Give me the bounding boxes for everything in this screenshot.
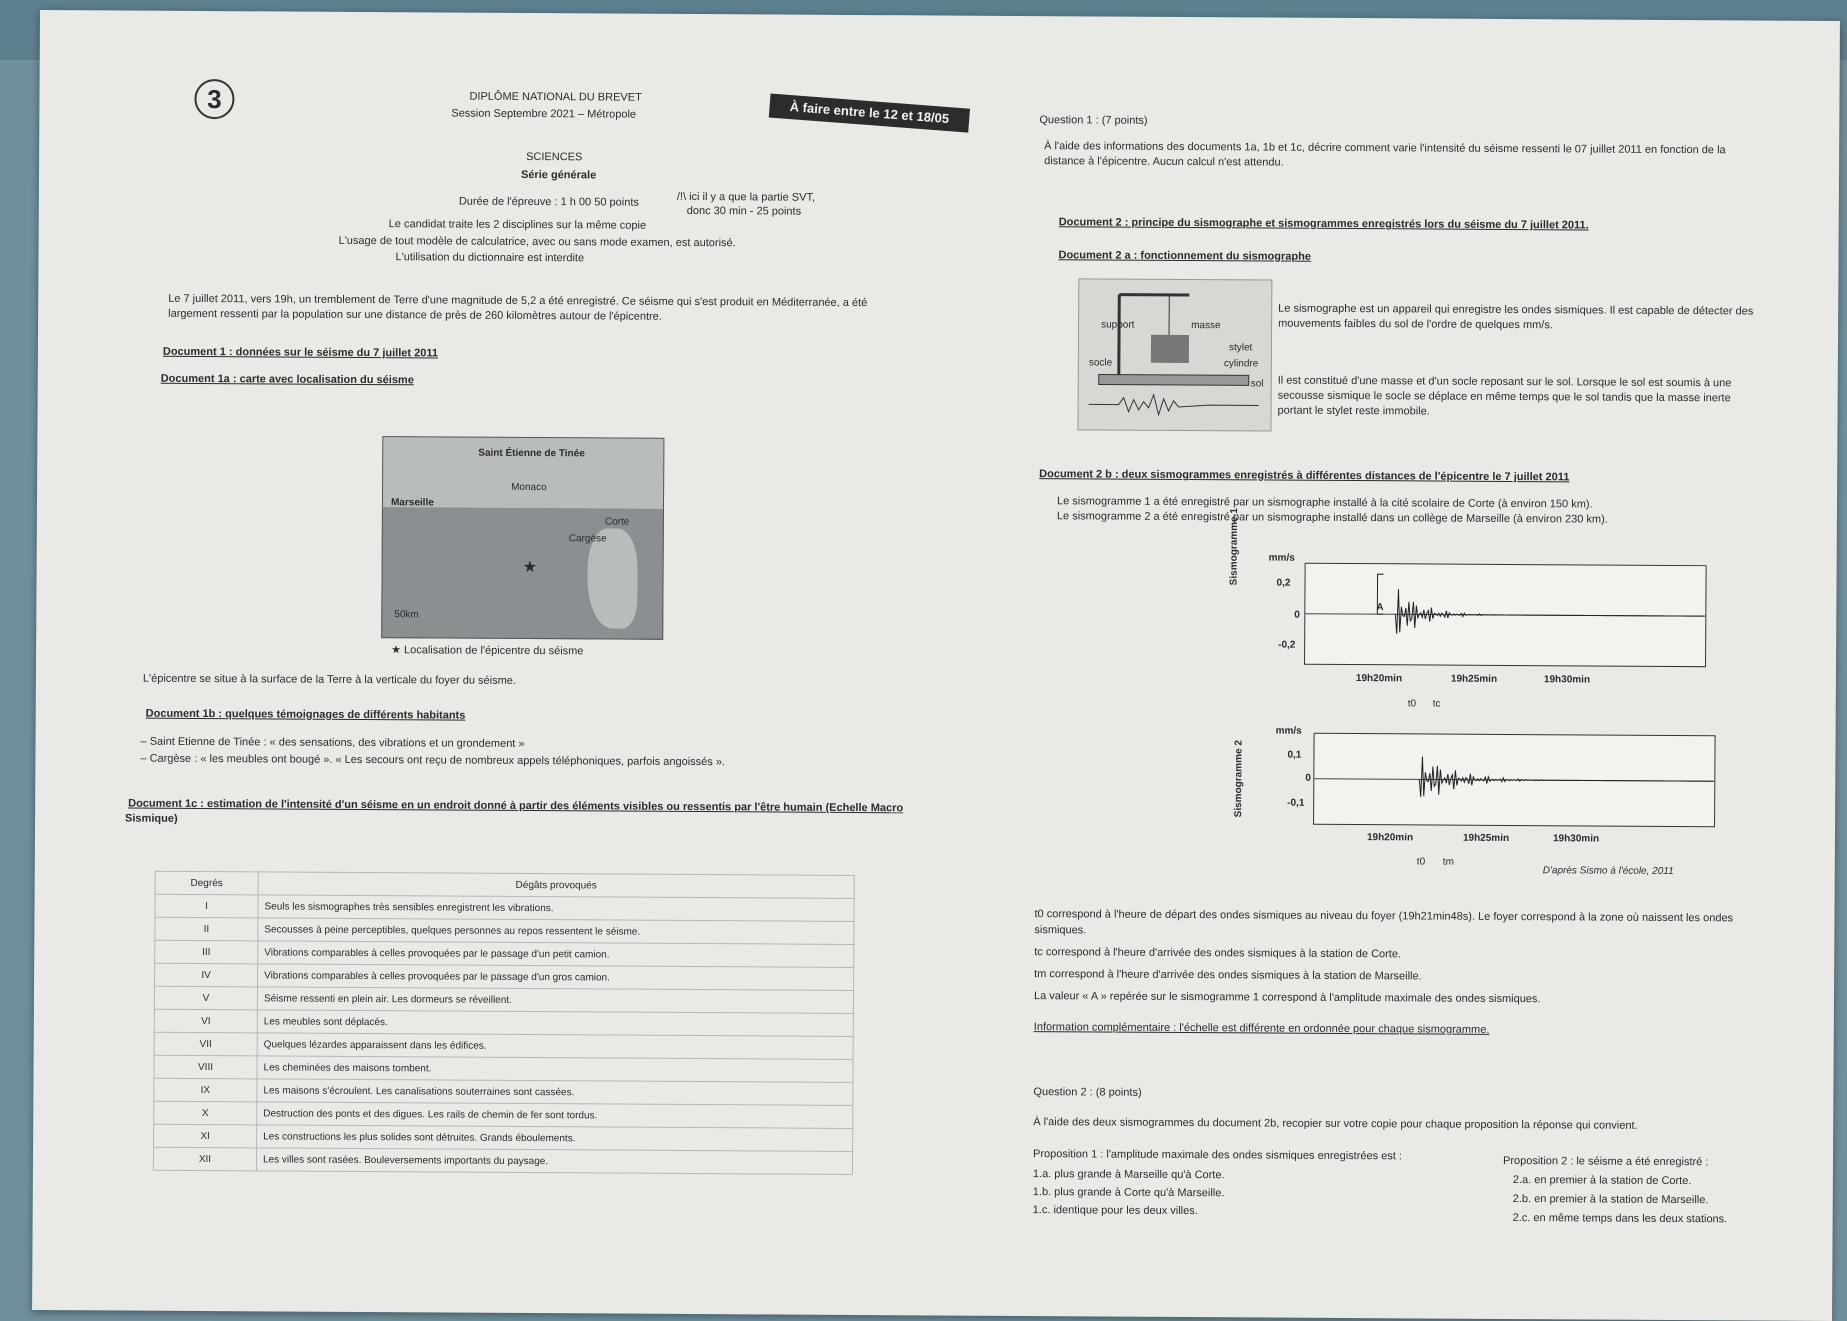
- sismogramme-2: [1313, 733, 1716, 827]
- rule-dictionnaire: L'utilisation du dictionnaire est interdite: [395, 251, 584, 266]
- note-t0: t0 correspond à l'heure de départ des ondes sismiques au niveau du foyer (19h21min48s). Le foyer correspond à la zone où naissent les ondes: [1034, 908, 1733, 926]
- sismo1-ytick: 0,2: [1276, 578, 1290, 591]
- doc1c-title-text: Document 1c : estimation de l'intensité d'un séisme en un endroit donné à partir des éléments visibles ou ressentis par l'être humain (Echelle Macro: [128, 798, 903, 815]
- doc1b-title: Document 1b : quelques témoignages de différents habitants: [146, 708, 466, 724]
- sismo1-ytick: -0,2: [1278, 640, 1295, 653]
- label-socle: socle: [1089, 357, 1112, 370]
- sismo2-ytick: 0,1: [1287, 750, 1301, 763]
- table-header-degats: Dégâts provoqués: [258, 872, 854, 899]
- table-cell-degre: VIII: [154, 1055, 257, 1079]
- table-cell-degats: Les villes sont rasées. Bouleversements importants du paysage.: [256, 1148, 852, 1175]
- table-cell-degre: I: [155, 894, 258, 918]
- note-duree: donc 30 min - 25 points: [687, 205, 801, 219]
- note-svt: /!\ ici il y a que la partie SVT,: [677, 191, 815, 206]
- sismo1-xtick: 19h25min: [1451, 674, 1497, 687]
- q2-prop-1: Proposition 1 : l'amplitude maximale des ondes sismiques enregistrées est :: [1033, 1148, 1402, 1164]
- label-cylindre: cylindre: [1224, 358, 1259, 371]
- sismo2-marker-t0: t0: [1417, 856, 1425, 869]
- doc2b-line-2: Le sismogramme 2 a été enregistré par un sismographe installé dans un collège de Marseille (à environ 230 km).: [1057, 510, 1608, 527]
- deadline-banner: À faire entre le 12 et 18/05: [769, 94, 970, 133]
- doc1-title: Document 1 : données sur le séisme du 7 juillet 2011: [163, 346, 438, 361]
- q1-line-2: distance à l'épicentre. Aucun calcul n'est attendu.: [1044, 155, 1284, 170]
- map-label-corte: Corte: [605, 516, 630, 529]
- sismo1-axis-title: Sismogramme 1: [1229, 508, 1242, 585]
- q1-title: Question 1 : (7 points): [1039, 114, 1147, 128]
- sismo1-ytick: 0: [1294, 610, 1300, 623]
- table-cell-degats: Secousses à peine perceptibles, quelques personnes au repos ressentent le séisme.: [258, 918, 854, 945]
- sismogramme-1: [1304, 563, 1707, 667]
- map-scale: 50km: [394, 609, 419, 622]
- table-cell-degats: Les constructions les plus solides sont détruites. Grands éboulements.: [257, 1125, 853, 1152]
- table-cell-degre: IV: [155, 963, 258, 987]
- doc2a-title: Document 2 a : fonctionnement du sismographe: [1058, 249, 1311, 264]
- map-label-cargese: Cargèse: [569, 533, 607, 546]
- table-cell-degats: Les maisons s'écroulent. Les canalisations souterraines sont cassées.: [257, 1079, 853, 1106]
- note-info: [1034, 1021, 1490, 1038]
- map-label-monaco: Monaco: [511, 482, 547, 495]
- note-amplitude: La valeur « A » repérée sur le sismogramme 1 correspond à l'amplitude maximale des ondes sismiques.: [1034, 990, 1541, 1007]
- q2-title: Question 2 : (8 points): [1033, 1086, 1141, 1100]
- page-number: 3: [194, 79, 234, 119]
- table-cell-degats: Seuls les sismographes très sensibles enregistrent les vibrations.: [258, 895, 854, 922]
- map-label-marseille: Marseille: [391, 497, 434, 510]
- sismo-source: D'après Sismo à l'école, 2011: [1543, 865, 1674, 878]
- table-row: [153, 1147, 852, 1174]
- epicentre-note: L'épicentre se situe à la surface de la Terre à la verticale du foyer du séisme.: [143, 673, 516, 689]
- sismo2-plot: [1314, 734, 1715, 826]
- q2-prop-1b: 1.b. plus grande à Corte qu'à Marseille.: [1033, 1186, 1225, 1201]
- sismo1-annotation-a: A: [1376, 602, 1383, 615]
- sismo1-plot: [1305, 564, 1706, 666]
- table-cell-degats: Destruction des ponts et des digues. Les rails de chemin de fer sont tordus.: [257, 1102, 853, 1129]
- sismo1-xtick: 19h20min: [1356, 673, 1402, 686]
- sismo1-marker-t0: t0: [1408, 698, 1416, 711]
- table-cell-degats: Quelques lézardes apparaissent dans les édifices.: [257, 1033, 853, 1060]
- exam-sheet: [32, 10, 1840, 1321]
- sismo2-xtick: 19h20min: [1367, 832, 1413, 845]
- sismo2-marker-tm: tm: [1443, 857, 1454, 870]
- note-tm: tm correspond à l'heure d'arrivée des ondes sismiques à la station de Marseille.: [1034, 968, 1422, 984]
- table-cell-degre: V: [154, 986, 257, 1010]
- epicentre-star-icon: ★: [523, 558, 537, 578]
- intro-line-2: largement ressenti par la population sur une distance de près de 260 kilomètres autour de l'épicentre.: [168, 308, 662, 325]
- q2-prop-1c: 1.c. identique pour les deux villes.: [1033, 1204, 1198, 1219]
- sismographe-drawing: [1078, 279, 1271, 430]
- sismo1-trace: [1395, 589, 1704, 636]
- map-label-saint-etienne: Saint Étienne de Tinée: [478, 448, 585, 461]
- table-cell-degre: XII: [153, 1147, 256, 1171]
- temoignage-2: – Cargèse : « les meubles ont bougé ». « Les secours ont reçu de nombreux appels téléphoniques, parfois angoissés ».: [140, 753, 725, 770]
- doc2b-title: [1039, 468, 1569, 485]
- table-cell-degre: XI: [154, 1124, 257, 1148]
- table-cell-degats: Vibrations comparables à celles provoquées par le passage d'un petit camion.: [258, 941, 854, 968]
- q2-prop-2a: 2.a. en premier à la station de Corte.: [1513, 1174, 1692, 1189]
- doc2-title: [1059, 216, 1589, 233]
- sismo2-ytick: -0,1: [1287, 798, 1304, 811]
- doc2b-title-text: Document 2 b : deux sismogrammes enregistrés à différentes distances de l'épicentre le 7 juillet 2011: [1039, 468, 1569, 483]
- note-info-text: Information complémentaire : l'échelle est différente en ordonnée pour chaque sismogramme.: [1034, 1021, 1490, 1036]
- doc2b-line-1: Le sismogramme 1 a été enregistré par un sismographe installé à la cité scolaire de Corte (à environ 150 km).: [1057, 495, 1593, 512]
- q2-intro: À l'aide des deux sismogrammes du document 2b, recopier sur votre copie pour chaque proposition la réponse qui convient.: [1033, 1116, 1637, 1133]
- table-cell-degre: X: [154, 1101, 257, 1125]
- table-cell-degats: Séisme ressenti en plein air. Les dormeurs se réveillent.: [257, 987, 853, 1014]
- label-support: support: [1101, 319, 1134, 332]
- label-masse: masse: [1191, 320, 1221, 333]
- doc2a-desc-2: mouvements faibles du sol de l'ordre de quelques mm/s.: [1278, 318, 1553, 333]
- table-cell-degats: Les meubles sont déplacés.: [257, 1010, 853, 1037]
- sismo1-unit: mm/s: [1269, 553, 1295, 566]
- note-t0-2: sismiques.: [1034, 924, 1086, 938]
- table-cell-degre: VI: [154, 1009, 257, 1033]
- subject: SCIENCES: [526, 151, 582, 165]
- intensity-table: [153, 871, 855, 1175]
- sismo2-unit: mm/s: [1276, 726, 1302, 739]
- rule-calculatrice: L'usage de tout modèle de calculatrice, avec ou sans mode examen, est autorisé.: [339, 235, 736, 251]
- map: [381, 436, 664, 640]
- q1-line-1: À l'aide des informations des documents 1a, 1b et 1c, décrire comment varie l'intensité du séisme ressenti le 07 juillet 2011 en fonction de la: [1044, 140, 1726, 158]
- q2-prop-2c: 2.c. en même temps dans les deux stations.: [1513, 1212, 1728, 1227]
- table-cell-degre: II: [155, 917, 258, 941]
- doc2a-desc-4: secousse sismique le socle se déplace en même temps que le sol tandis que la masse inerte: [1278, 390, 1731, 407]
- map-legend-text: Localisation de l'épicentre du séisme: [404, 644, 584, 657]
- table-cell-degats: Les cheminées des maisons tombent.: [257, 1056, 853, 1083]
- table-cell-degre: VII: [154, 1032, 257, 1056]
- doc2a-desc-1: Le sismographe est un appareil qui enregistre les ondes sismiques. Il est capable de détecter des: [1278, 303, 1753, 320]
- q2-prop-2b: 2.b. en premier à la station de Marseille.: [1513, 1193, 1709, 1208]
- exam-title: DIPLÔME NATIONAL DU BREVET: [469, 91, 641, 106]
- table-cell-degats: Vibrations comparables à celles provoquées par le passage d'un gros camion.: [258, 964, 854, 991]
- sismo1-marker-tc: tc: [1433, 699, 1441, 712]
- sismo2-axis-title: Sismogramme 2: [1233, 740, 1246, 817]
- exam-session: Session Septembre 2021 – Métropole: [451, 108, 636, 123]
- sismo2-xtick: 19h30min: [1553, 833, 1599, 846]
- doc1c-title: [128, 798, 903, 816]
- serie: Série générale: [521, 169, 596, 183]
- doc2-title-text: Document 2 : principe du sismographe et sismogrammes enregistrés lors du séisme du 7 juillet 2011.: [1059, 216, 1589, 231]
- duree: Durée de l'épreuve : 1 h 00 50 points: [459, 196, 639, 211]
- label-sol: sol: [1251, 378, 1264, 391]
- doc1c-title-2: Sismique): [125, 813, 178, 827]
- sismo2-xtick: 19h25min: [1463, 833, 1509, 846]
- temoignage-1: – Saint Etienne de Tinée : « des sensations, des vibrations et un grondement »: [140, 736, 524, 752]
- label-stylet: stylet: [1229, 342, 1252, 355]
- doc1a-title: Document 1a : carte avec localisation du séisme: [161, 373, 414, 388]
- table-cell-degre: III: [155, 940, 258, 964]
- note-tc: tc correspond à l'heure d'arrivée des ondes sismiques à la station de Corte.: [1034, 946, 1401, 962]
- sismo1-xtick: 19h30min: [1544, 674, 1590, 687]
- sismo2-ytick: 0: [1305, 773, 1311, 786]
- table-cell-degre: IX: [154, 1078, 257, 1102]
- doc2a-desc-3: Il est constitué d'une masse et d'un socle reposant sur le sol. Lorsque le sol est soumis à une: [1278, 375, 1732, 392]
- intro-line-1: Le 7 juillet 2011, vers 19h, un tremblement de Terre d'une magnitude de 5,2 a été enregistré. Ce séisme qui s'est produit en Méditerranée, a été: [168, 293, 867, 311]
- sismo2-trace: [1419, 757, 1713, 799]
- map-legend: ★ Localisation de l'épicentre du séisme: [391, 644, 583, 659]
- q2-prop-1a: 1.a. plus grande à Marseille qu'à Corte.: [1033, 1168, 1225, 1183]
- doc2a-desc-5: portant le stylet reste immobile.: [1278, 405, 1430, 420]
- q2-prop-2: Proposition 2 : le séisme a été enregistré :: [1503, 1155, 1709, 1170]
- table-header-degres: Degrés: [155, 871, 258, 895]
- rule-copie: Le candidat traite les 2 disciplines sur la même copie: [389, 218, 647, 233]
- sismographe-diagram: [1077, 278, 1272, 431]
